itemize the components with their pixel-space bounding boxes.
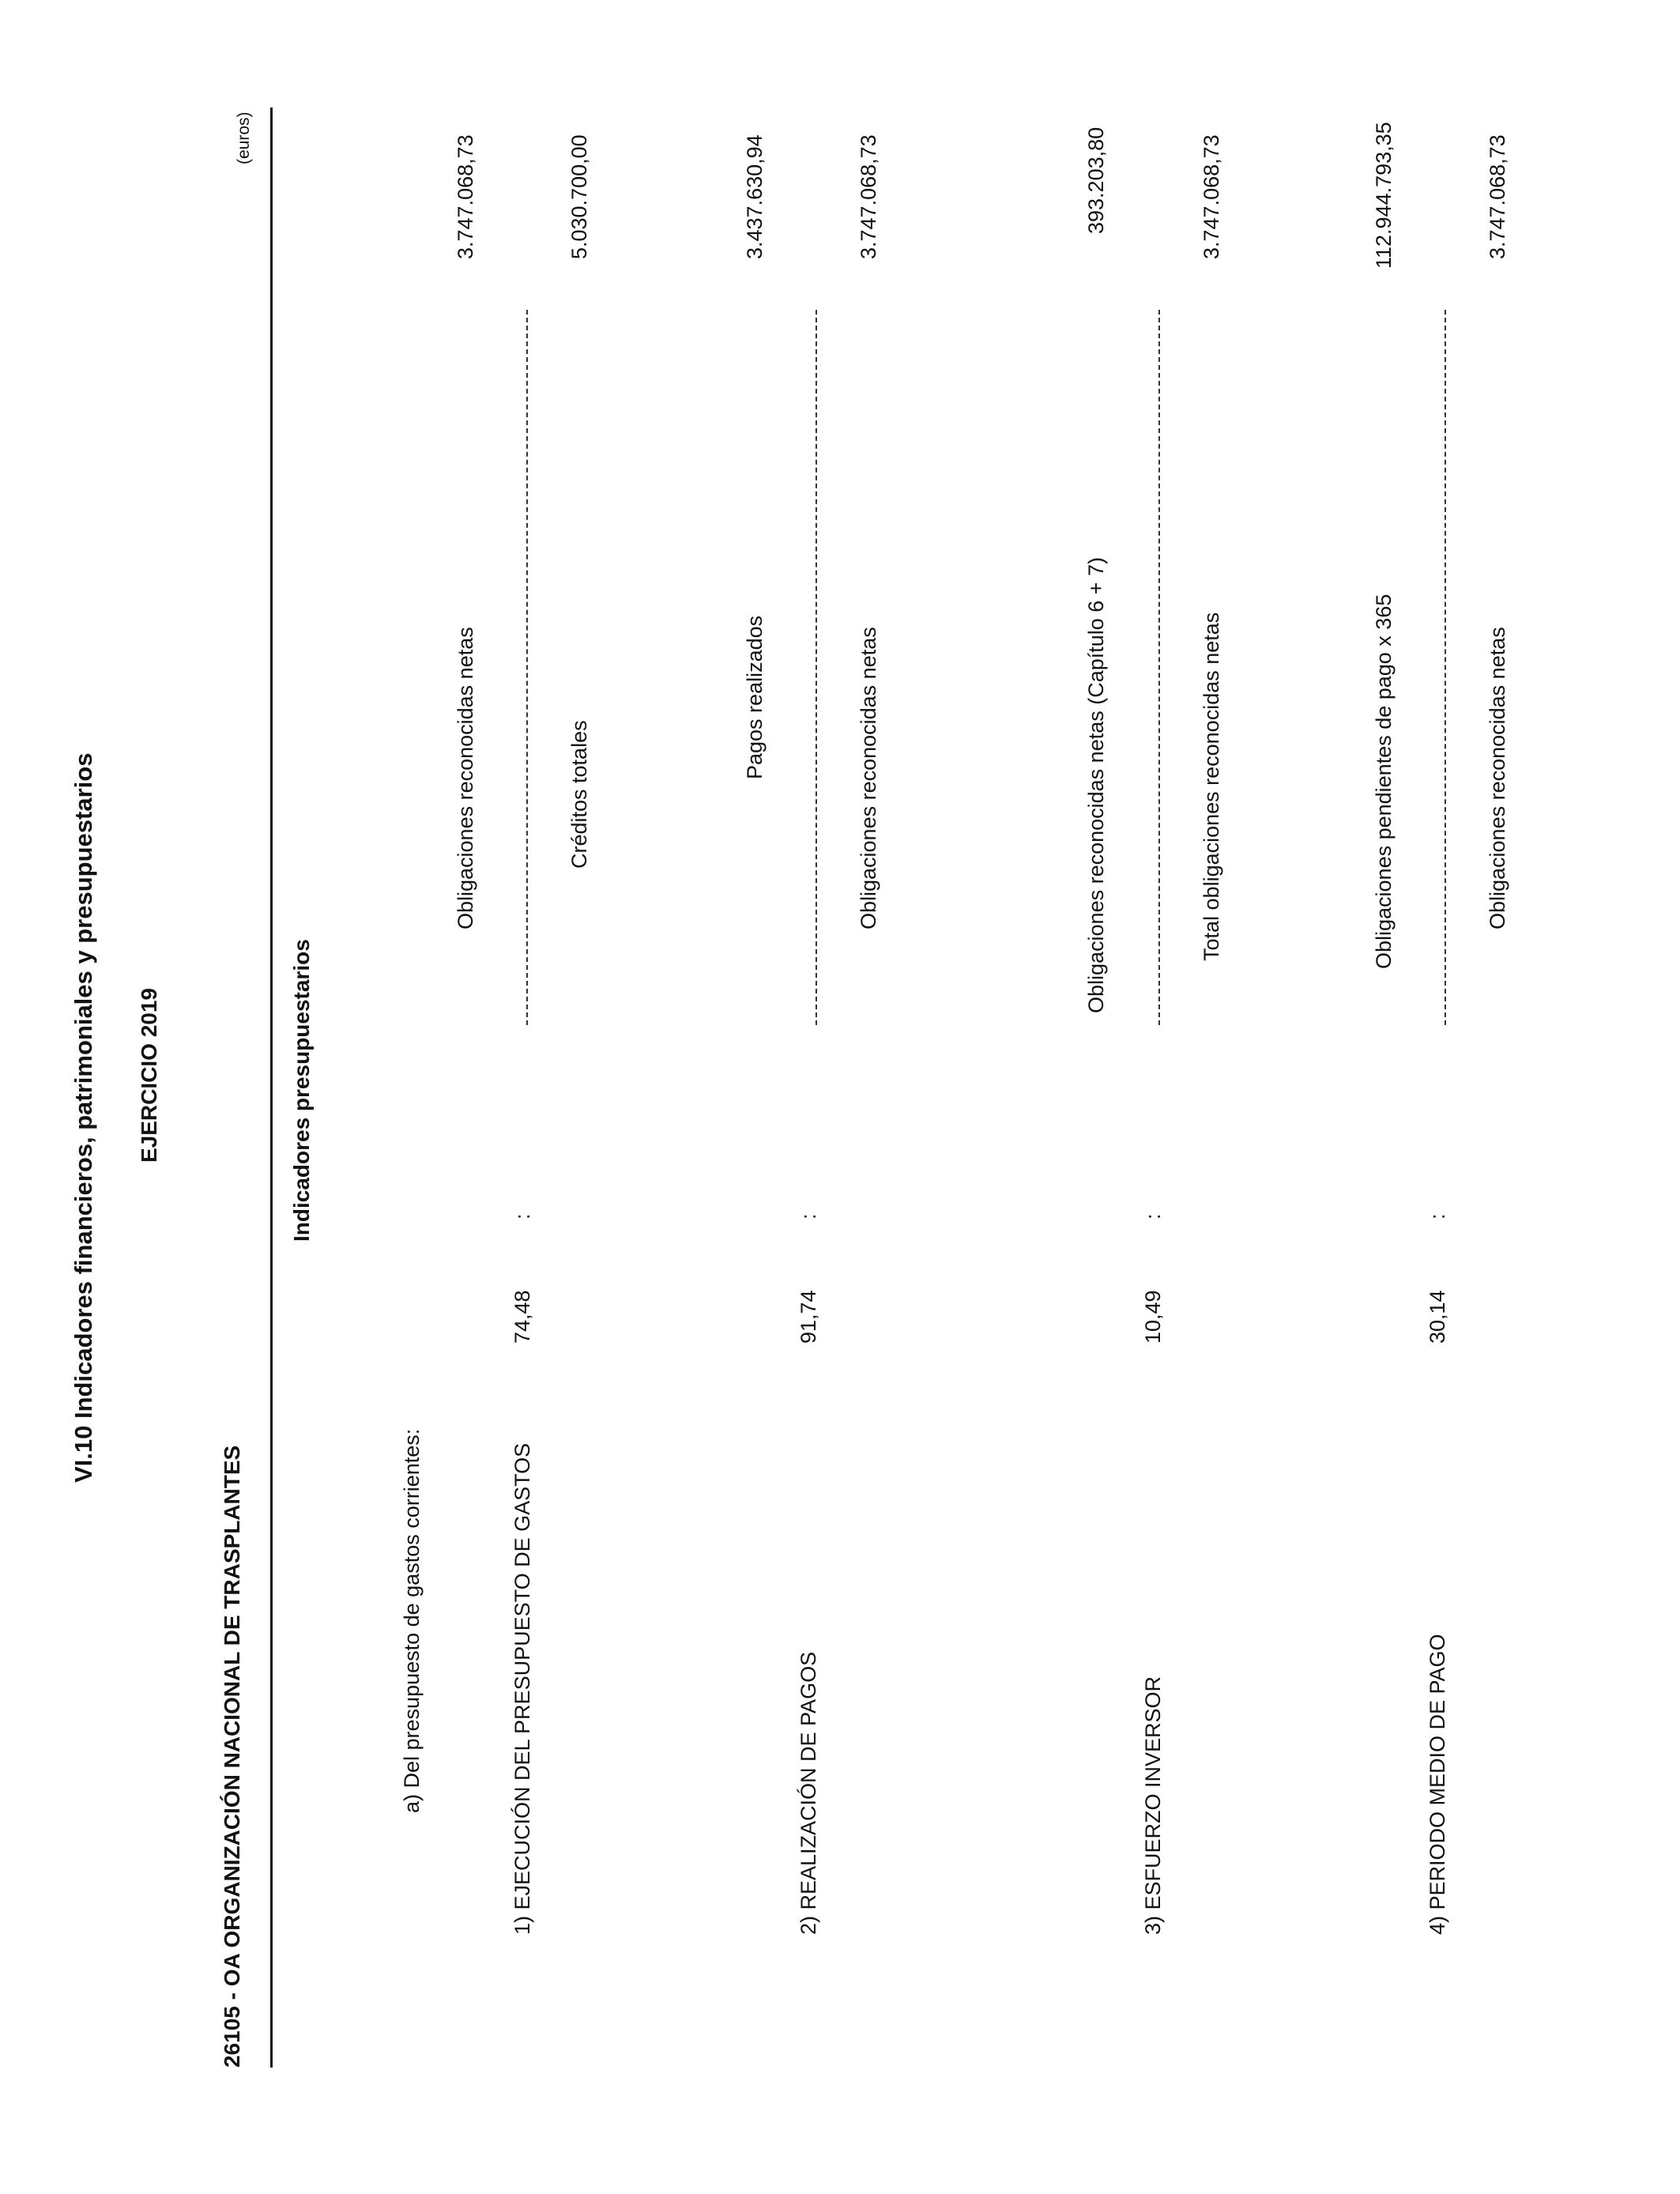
fraction-line bbox=[1445, 310, 1446, 1025]
indicator-value: 91,74 bbox=[797, 1290, 820, 1344]
indicator-name: 1) EJECUCIÓN DEL PRESUPUESTO DE GASTOS bbox=[510, 1442, 534, 1935]
denominator-label: Créditos totales bbox=[567, 720, 591, 869]
indicator-colon: : bbox=[797, 1213, 820, 1220]
numerator-value: 3.747.068,73 bbox=[454, 134, 477, 259]
denominator-value: 3.747.068,73 bbox=[857, 134, 880, 259]
entity-name: 26105 - OA ORGANIZACIÓN NACIONAL DE TRASPLANTES bbox=[220, 1445, 244, 2068]
denominator-value: 5.030.700,00 bbox=[567, 134, 591, 259]
indicator-colon: : bbox=[1141, 1213, 1165, 1220]
report-title: VI.10 Indicadores financieros, patrimoniales y presupuestarios bbox=[70, 752, 97, 1483]
fiscal-year: EJERCICIO 2019 bbox=[137, 988, 161, 1163]
group-label: a) Del presupuesto de gastos corrientes: bbox=[400, 1428, 424, 1813]
section-heading: Indicadores presupuestarios bbox=[289, 939, 314, 1242]
numerator-value: 112.944.793,35 bbox=[1372, 122, 1396, 269]
fraction-line bbox=[526, 310, 528, 1025]
fraction-line bbox=[816, 310, 817, 1025]
fraction-line bbox=[1158, 310, 1160, 1025]
indicator-name: 4) PERIODO MEDIO DE PAGO bbox=[1426, 1634, 1449, 1935]
units-label: (euros) bbox=[235, 111, 253, 164]
numerator-label: Obligaciones reconocidas netas bbox=[454, 627, 477, 929]
indicator-colon: : bbox=[510, 1213, 534, 1220]
numerator-label: Obligaciones reconocidas netas (Capítulo 6 + 7) bbox=[1084, 556, 1108, 1013]
indicator-value: 30,14 bbox=[1426, 1290, 1449, 1344]
denominator-value: 3.747.068,73 bbox=[1486, 134, 1509, 259]
indicator-colon: : bbox=[1426, 1213, 1449, 1220]
numerator-label: Pagos realizados bbox=[743, 615, 767, 779]
indicator-name: 2) REALIZACIÓN DE PAGOS bbox=[797, 1651, 820, 1935]
indicator-value: 10,49 bbox=[1141, 1290, 1165, 1344]
denominator-label: Obligaciones reconocidas netas bbox=[857, 627, 880, 929]
denominator-label: Obligaciones reconocidas netas bbox=[1486, 627, 1509, 929]
numerator-value: 3.437.630,94 bbox=[743, 134, 767, 259]
header-rule bbox=[270, 107, 273, 2068]
denominator-label: Total obligaciones reconocidas netas bbox=[1200, 612, 1223, 961]
indicator-name: 3) ESFUERZO INVERSOR bbox=[1141, 1676, 1165, 1935]
denominator-value: 3.747.068,73 bbox=[1200, 134, 1223, 259]
numerator-label: Obligaciones pendientes de pago x 365 bbox=[1372, 594, 1396, 969]
numerator-value: 393.203,80 bbox=[1084, 126, 1108, 234]
indicator-value: 74,48 bbox=[510, 1290, 534, 1344]
